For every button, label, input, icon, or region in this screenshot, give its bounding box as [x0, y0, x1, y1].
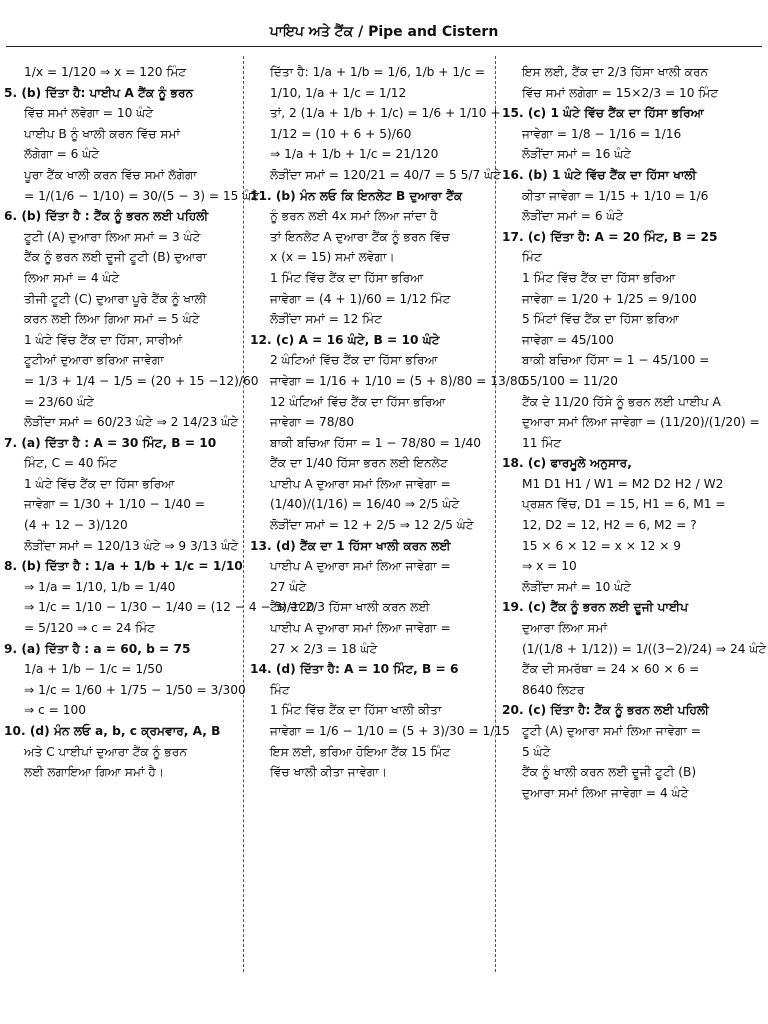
- solution-line: ਲੋੜੀਂਦਾ ਸਮਾਂ = 12 + 2/5 ⇒ 12 2/5 ਘੰਟੇ: [270, 518, 474, 533]
- solution-line: ਵਿੱਚ ਖਾਲੀ ਕੀਤਾ ਜਾਵੇਗਾ।: [270, 765, 388, 780]
- solution-line: ਪਾਈਪ A ਦੁਆਰਾ ਸਮਾਂ ਲਿਆ ਜਾਵੇਗਾ =: [270, 559, 451, 574]
- solution-line: ਲੋੜੀਂਦਾ ਸਮਾਂ = 12 ਮਿੰਟ: [270, 312, 382, 327]
- solution-line: ਇਸ ਲਈ, ਟੈਂਕ ਦਾ 2/3 ਹਿੱਸਾ ਖਾਲੀ ਕਰਨ: [522, 65, 709, 79]
- solution-line: 8640 ਲਿਟਰ: [522, 682, 585, 697]
- solution-line: 1 ਮਿੰਟ ਵਿੱਚ ਟੈਂਕ ਦਾ ਹਿੱਸਾ ਭਰਿਆ: [270, 270, 424, 285]
- solution-line: 1 ਮਿੰਟ ਵਿੱਚ ਟੈਂਕ ਦਾ ਹਿੱਸਾ ਖਾਲੀ ਕੀਤਾ: [270, 703, 442, 718]
- solution-line: 11 ਮਿੰਟ: [522, 435, 562, 450]
- solution-line: 1 ਮਿੰਟ ਵਿੱਚ ਟੈਂਕ ਦਾ ਹਿੱਸਾ ਭਰਿਆ: [522, 270, 676, 285]
- solution-line: ⇒ 1/c = 1/10 − 1/30 − 1/40 = (12 − 4 − 3)/120: [24, 600, 315, 615]
- solution-line: ਟੈਂਕ ਦੇ 11/20 ਹਿੱਸੇ ਨੂੰ ਭਰਨ ਲਈ ਪਾਈਪ A: [522, 394, 721, 409]
- solution-line: ਤਾਂ ਇਨਲੇਟ A ਦੁਆਰਾ ਟੈਂਕ ਨੂੰ ਭਰਨ ਵਿੱਚ: [270, 229, 450, 244]
- solution-line: = 1/(1/6 − 1/10) = 30/(5 − 3) = 15 ਘੰਟੇ: [24, 188, 260, 203]
- solution-line: ਪਾਈਪ B ਨੂੰ ਖਾਲੀ ਕਰਨ ਵਿੱਚ ਸਮਾਂ: [24, 126, 181, 141]
- solution-line: ਦੁਆਰਾ ਲਿਆ ਸਮਾਂ: [522, 621, 608, 636]
- solution-line: ⇒ c = 100: [24, 703, 87, 718]
- solution-line: ਪਾਈਪ A ਦੁਆਰਾ ਸਮਾਂ ਲਿਆ ਜਾਵੇਗਾ =: [270, 621, 451, 636]
- column-divider: [495, 56, 496, 972]
- solution-line: ਲੋੜੀਂਦਾ ਸਮਾਂ = 16 ਘੰਟੇ: [522, 147, 632, 162]
- solution-line: 12, D2 = 12, H2 = 6, M2 = ?: [522, 518, 697, 533]
- solution-line: ਇਸ ਲਈ, ਭਰਿਆ ਹੋਇਆ ਟੈਂਕ 15 ਮਿੰਟ: [270, 744, 451, 759]
- solution-line: ਮਿੰਟ: [270, 682, 290, 697]
- solution-line: ਵਿੱਚ ਸਮਾਂ ਲਵੇਗਾ = 10 ਘੰਟੇ: [24, 106, 154, 121]
- solution-heading: 5. (b) ਦਿੱਤਾ ਹੈ: ਪਾਈਪ A ਟੈਂਕ ਨੂੰ ਭਰਨ: [4, 85, 194, 100]
- solution-heading: 17. (c) ਦਿੱਤਾ ਹੈ: A = 20 ਮਿੰਟ, B = 25: [502, 229, 718, 244]
- solution-line: ਲਈ ਲਗਾਇਆ ਗਿਆ ਸਮਾਂ ਹੈ।: [24, 765, 165, 780]
- solution-line: ਪਾਈਪ A ਦੁਆਰਾ ਸਮਾਂ ਲਿਆ ਜਾਵੇਗਾ =: [270, 476, 451, 491]
- solution-line: = 23/60 ਘੰਟੇ: [24, 394, 94, 409]
- solution-line: ⇒ x = 10: [522, 559, 577, 574]
- solution-line: ਬਾਕੀ ਬਚਿਆ ਹਿੱਸਾ = 1 − 45/100 =: [522, 353, 710, 368]
- solution-line: ਲਿਆ ਸਮਾਂ = 4 ਘੰਟੇ: [24, 270, 120, 285]
- solution-line: ਲੋੜੀਂਦਾ ਸਮਾਂ = 120/21 = 40/7 = 5 5/7 ਘੰਟੇ: [270, 167, 501, 182]
- solution-line: ਲੋੜੀਂਦਾ ਸਮਾਂ = 120/13 ਘੰਟੇ ⇒ 9 3/13 ਘੰਟੇ: [24, 538, 239, 553]
- solution-line: ਟੈਂਕ ਦਾ 2/3 ਹਿੱਸਾ ਖਾਲੀ ਕਰਨ ਲਈ: [270, 600, 430, 615]
- solution-line: 1/a + 1/b − 1/c = 1/50: [24, 662, 163, 677]
- column-2: [250, 62, 526, 783]
- solution-line: 5 ਘੰਟੇ: [522, 744, 551, 759]
- solution-line: 15 × 6 × 12 = x × 12 × 9: [522, 538, 682, 553]
- solution-line: ਬਾਕੀ ਬਚਿਆ ਹਿੱਸਾ = 1 − 78/80 = 1/40: [270, 435, 481, 450]
- solution-line: ਲੱਗੇਗਾ = 6 ਘੰਟੇ: [24, 147, 100, 162]
- solution-heading: 15. (c) 1 ਘੰਟੇ ਵਿੱਚ ਟੈਂਕ ਦਾ ਹਿੱਸਾ ਭਰਿਆ: [502, 106, 704, 121]
- solution-line: ਅਤੇ C ਪਾਈਪਾਂ ਦੁਆਰਾ ਟੈਂਕ ਨੂੰ ਭਰਨ: [24, 744, 188, 759]
- solution-line: M1 D1 H1 / W1 = M2 D2 H2 / W2: [522, 476, 724, 491]
- solution-line: ⇒ 1/c = 1/60 + 1/75 − 1/50 = 3/300: [24, 682, 246, 697]
- solution-line: (1/40)/(1/16) = 16/40 ⇒ 2/5 ਘੰਟੇ: [270, 497, 460, 512]
- solution-line: 27 × 2/3 = 18 ਘੰਟੇ: [270, 641, 378, 656]
- solution-line: ਜਾਵੇਗਾ = 45/100: [522, 332, 614, 347]
- solution-heading: 20. (c) ਦਿੱਤਾ ਹੈ: ਟੈਂਕ ਨੂੰ ਭਰਨ ਲਈ ਪਹਿਲੀ: [502, 703, 709, 718]
- solution-line: ਟੈਂਕ ਦਾ 1/40 ਹਿੱਸਾ ਭਰਨ ਲਈ ਇਨਲੇਟ: [270, 456, 448, 471]
- solution-heading: 6. (b) ਦਿੱਤਾ ਹੈ : ਟੈਂਕ ਨੂੰ ਭਰਨ ਲਈ ਪਹਿਲੀ: [4, 209, 209, 224]
- solution-line: ⇒ 1/a + 1/b + 1/c = 21/120: [270, 147, 439, 162]
- solution-heading: 7. (a) ਦਿੱਤਾ ਹੈ : A = 30 ਮਿੰਟ, B = 10: [4, 435, 217, 450]
- solution-line: ਮਿੰਟ: [522, 250, 542, 265]
- solution-line: 2 ਘੰਟਿਆਂ ਵਿੱਚ ਟੈਂਕ ਦਾ ਹਿੱਸਾ ਭਰਿਆ: [270, 353, 438, 368]
- solution-line: ਲੋੜੀਂਦਾ ਸਮਾਂ = 60/23 ਘੰਟੇ ⇒ 2 14/23 ਘੰਟੇ: [24, 415, 239, 430]
- solution-line: ਦੁਆਰਾ ਸਮਾਂ ਲਿਆ ਜਾਵੇਗਾ = 4 ਘੰਟੇ: [522, 785, 689, 800]
- solution-line: ਲੋੜੀਂਦਾ ਸਮਾਂ = 6 ਘੰਟੇ: [522, 209, 624, 224]
- header-rule: [6, 46, 762, 47]
- solution-line: = 5/120 ⇒ c = 24 ਮਿੰਟ: [24, 621, 155, 636]
- solution-heading: 18. (c) ਫਾਰਮੂਲੇ ਅਨੁਸਾਰ,: [502, 456, 632, 471]
- solution-line: ਜਾਵੇਗਾ = 1/8 − 1/16 = 1/16: [522, 126, 682, 141]
- solution-heading: 14. (d) ਦਿੱਤਾ ਹੈ: A = 10 ਮਿੰਟ, B = 6: [250, 662, 459, 677]
- solution-line: ਟੂਟੀ (A) ਦੁਆਰਾ ਲਿਆ ਸਮਾਂ = 3 ਘੰਟੇ: [24, 229, 201, 244]
- solution-line: ਟੈਂਕ ਨੂੰ ਭਰਨ ਲਈ ਦੂਜੀ ਟੂਟੀ (B) ਦੁਆਰਾ: [24, 250, 207, 265]
- solution-line: ਨੂੰ ਭਰਨ ਲਈ 4x ਸਮਾਂ ਲਿਆ ਜਾਂਦਾ ਹੈ: [270, 209, 438, 224]
- solution-line: ਤੀਜੀ ਟੂਟੀ (C) ਦੁਆਰਾ ਪੂਰੇ ਟੈਂਕ ਨੂੰ ਖਾਲੀ: [24, 291, 207, 306]
- solution-line: ਦੁਆਰਾ ਸਮਾਂ ਲਿਆ ਜਾਵੇਗਾ = (11/20)/(1/20) =: [522, 415, 760, 430]
- solution-line: ਮਿੰਟ, C = 40 ਮਿੰਟ: [24, 456, 118, 471]
- page-header: ਪਾਇਪ ਅਤੇ ਟੈਂਕ / Pipe and Cistern: [269, 24, 499, 40]
- solution-line: 1/12 = (10 + 6 + 5)/60: [270, 126, 412, 141]
- solution-line: 5 ਮਿੰਟਾਂ ਵਿੱਚ ਟੈਂਕ ਦਾ ਹਿੱਸਾ ਭਰਿਆ: [522, 312, 679, 327]
- solution-line: 55/100 = 11/20: [522, 373, 618, 388]
- solution-line: ਜਾਵੇਗਾ = 1/20 + 1/25 = 9/100: [522, 291, 697, 306]
- solution-line: 1 ਘੰਟੇ ਵਿੱਚ ਟੈਂਕ ਦਾ ਹਿੱਸਾ, ਸਾਰੀਆਂ: [24, 332, 183, 347]
- solution-line: ਜਾਵੇਗਾ = (4 + 1)/60 = 1/12 ਮਿੰਟ: [270, 291, 451, 306]
- solution-line: ਟੂਟੀਆਂ ਦੁਆਰਾ ਭਰਿਆ ਜਾਵੇਗਾ: [24, 353, 164, 368]
- solution-line: 1 ਘੰਟੇ ਵਿੱਚ ਟੈਂਕ ਦਾ ਹਿੱਸਾ ਭਰਿਆ: [24, 476, 175, 491]
- solution-line: ਪੂਰਾ ਟੈਂਕ ਖਾਲੀ ਕਰਨ ਵਿੱਚ ਸਮਾਂ ਲੱਗੇਗਾ: [24, 167, 197, 182]
- solution-line: ਤਾਂ, 2 (1/a + 1/b + 1/c) = 1/6 + 1/10 +: [270, 106, 501, 121]
- solution-line: (4 + 12 − 3)/120: [24, 518, 128, 533]
- solution-heading: 8. (b) ਦਿੱਤਾ ਹੈ : 1/a + 1/b + 1/c = 1/10: [4, 559, 243, 574]
- solution-line: ਜਾਵੇਗਾ = 1/30 + 1/10 − 1/40 =: [24, 497, 206, 512]
- solution-heading: 9. (a) ਦਿੱਤਾ ਹੈ : a = 60, b = 75: [4, 641, 191, 656]
- solution-line: ਵਿੱਚ ਸਮਾਂ ਲਗੇਗਾ = 15×2/3 = 10 ਮਿੰਟ: [522, 85, 719, 100]
- solution-heading: 19. (c) ਟੈਂਕ ਨੂੰ ਭਰਨ ਲਈ ਦੂਜੀ ਪਾਈਪ: [502, 600, 689, 615]
- solution-line: ਟੈਂਕ ਨੂੰ ਖਾਲੀ ਕਰਨ ਲਈ ਦੂਜੀ ਟੂਟੀ (B): [522, 765, 697, 780]
- solution-line: 27 ਘੰਟੇ: [270, 579, 307, 594]
- solution-line: 1/x = 1/120 ⇒ x = 120 ਮਿੰਟ: [24, 65, 187, 79]
- solution-line: ਕੀਤਾ ਜਾਵੇਗਾ = 1/15 + 1/10 = 1/6: [522, 188, 709, 203]
- solution-heading: 13. (d) ਟੈਂਕ ਦਾ 1 ਹਿੱਸਾ ਖਾਲੀ ਕਰਨ ਲਈ: [250, 538, 451, 553]
- solution-line: ਜਾਵੇਗਾ = 78/80: [270, 415, 355, 430]
- solution-line: ਕਰਨ ਲਈ ਲਿਆ ਗਿਆ ਸਮਾਂ = 5 ਘੰਟੇ: [24, 312, 200, 327]
- solution-line: = 1/3 + 1/4 − 1/5 = (20 + 15 −12)/60: [24, 373, 259, 388]
- solution-line: ਦਿੱਤਾ ਹੈ: 1/a + 1/b = 1/6, 1/b + 1/c =: [270, 65, 486, 79]
- column-3: [502, 62, 767, 803]
- solution-line: ਲੋੜੀਂਦਾ ਸਮਾਂ = 10 ਘੰਟੇ: [522, 579, 632, 594]
- solution-line: ਜਾਵੇਗਾ = 1/6 − 1/10 = (5 + 3)/30 = 1/15: [270, 724, 510, 738]
- solution-line: ਟੈਂਕ ਦੀ ਸਮਰੱਥਾ = 24 × 60 × 6 =: [522, 662, 700, 677]
- solution-line: (1/(1/8 + 1/12)) = 1/((3−2)/24) ⇒ 24 ਘੰਟੇ: [522, 641, 767, 656]
- solution-line: ਪ੍ਰਸ਼ਨ ਵਿੱਚ, D1 = 15, H1 = 6, M1 =: [522, 497, 726, 512]
- solution-heading: 16. (b) 1 ਘੰਟੇ ਵਿੱਚ ਟੈਂਕ ਦਾ ਹਿੱਸਾ ਖਾਲੀ: [502, 167, 697, 182]
- solution-line: x (x = 15) ਸਮਾਂ ਲਵੇਗਾ।: [270, 250, 395, 265]
- solution-heading: 10. (d) ਮੰਨ ਲਓ a, b, c ਕ੍ਰਮਵਾਰ, A, B: [4, 724, 221, 738]
- solution-line: 1/10, 1/a + 1/c = 1/12: [270, 85, 407, 100]
- solution-line: ⇒ 1/a = 1/10, 1/b = 1/40: [24, 579, 176, 594]
- solution-line: ਟੂਟੀ (A) ਦੁਆਰਾ ਸਮਾਂ ਲਿਆ ਜਾਵੇਗਾ =: [522, 724, 702, 738]
- solution-line: 12 ਘੰਟਿਆਂ ਵਿੱਚ ਟੈਂਕ ਦਾ ਹਿੱਸਾ ਭਰਿਆ: [270, 394, 446, 409]
- solution-heading: 11. (b) ਮੰਨ ਲਓ ਕਿ ਇਨਲੇਟ B ਦੁਆਰਾ ਟੈਂਕ: [250, 188, 463, 203]
- solution-line: ਜਾਵੇਗਾ = 1/16 + 1/10 = (5 + 8)/80 = 13/80: [270, 373, 526, 388]
- solution-heading: 12. (c) A = 16 ਘੰਟੇ, B = 10 ਘੰਟੇ: [250, 332, 440, 347]
